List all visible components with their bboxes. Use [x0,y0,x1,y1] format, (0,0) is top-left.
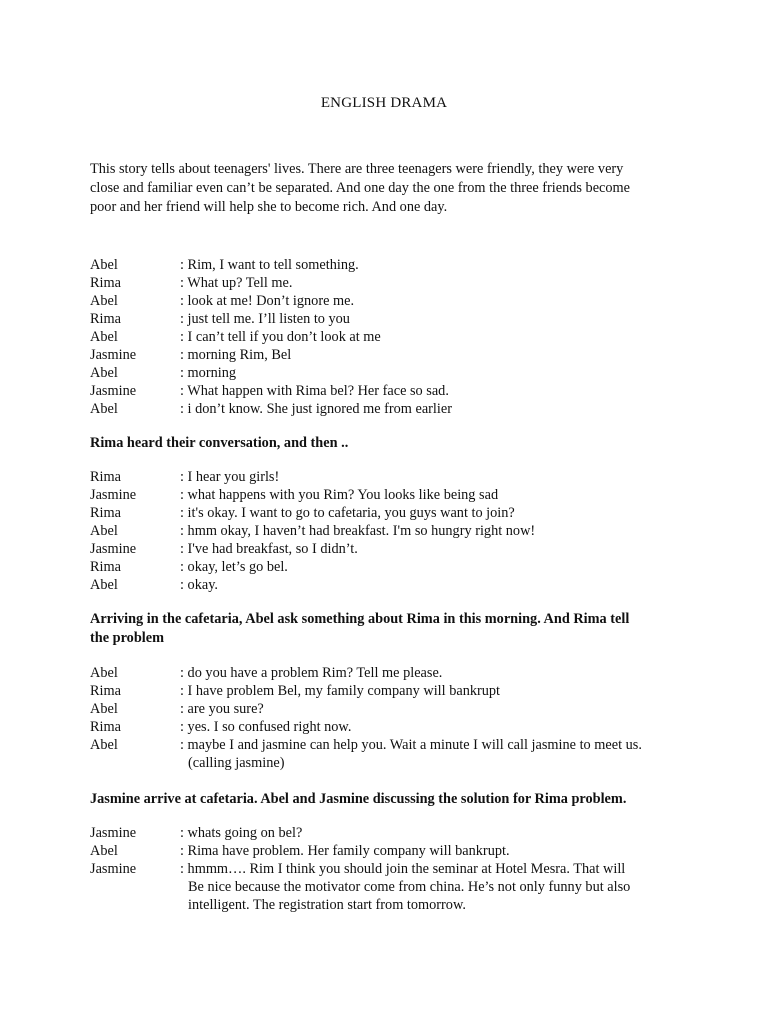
speaker-name: Rima [90,683,121,699]
dialogue-scene-1 [90,256,710,418]
speech-text: : What up? Tell me. [180,275,293,291]
dialogue-line [90,718,710,736]
dialogue-line [90,558,710,576]
intro-paragraph [90,160,690,217]
dialogue-line [90,310,710,328]
speaker-name: Jasmine [90,541,137,557]
dialogue-line [90,664,710,682]
speech-text: : do you have a problem Rim? Tell me please. [180,665,443,681]
dialogue-scene-4 [90,824,710,914]
dialogue-line [90,364,710,382]
speech-text: : yes. I so confused right now. [180,719,352,735]
dialogue-line [90,328,710,346]
scene-heading-1 [90,434,690,453]
speech-text: : what happens with you Rim? You looks like being sad [180,487,499,503]
speaker-name: Abel [90,257,118,273]
dialogue-line [90,842,710,860]
dialogue-scene-2 [90,468,710,594]
speech-text: : I hear you girls! [180,469,280,485]
speaker-name: Abel [90,401,118,417]
dialogue-line [90,522,710,540]
dialogue-line [90,736,710,754]
dialogue-continuation: Be nice because the motivator come from china. He’s not only funny but also [188,879,631,895]
dialogue-line [90,486,710,504]
speech-text: : okay, let’s go bel. [180,559,288,575]
dialogue-line [90,700,710,718]
speech-text: : morning Rim, Bel [180,347,292,363]
dialogue-continuation: (calling jasmine) [188,755,285,771]
speaker-name: Rima [90,469,121,485]
dialogue-scene-3 [90,664,710,772]
scene-heading-3 [90,790,690,809]
speaker-name: Abel [90,577,118,593]
speech-text: : I've had breakfast, so I didn’t. [180,541,358,557]
speaker-name: Rima [90,275,121,291]
dialogue-continuation: intelligent. The registration start from tomorrow. [188,897,466,913]
scene-heading-2 [90,610,690,648]
speech-text: : just tell me. I’ll listen to you [180,311,350,327]
speech-text: : okay. [180,577,218,593]
dialogue-line [90,292,710,310]
scene-heading-line: Arriving in the cafetaria, Abel ask something about Rima in this morning. And Rima tell [90,611,630,627]
speech-text: : i don’t know. She just ignored me from earlier [180,401,452,417]
speech-text: : I have problem Bel, my family company will bankrupt [180,683,501,699]
speaker-name: Jasmine [90,347,137,363]
speech-text: : maybe I and jasmine can help you. Wait a minute I will call jasmine to meet us. [180,737,642,753]
speaker-name: Abel [90,737,118,753]
dialogue-line [90,346,710,364]
speaker-name: Abel [90,523,118,539]
speaker-name: Abel [90,843,118,859]
dialogue-line [90,382,710,400]
speech-text: : look at me! Don’t ignore me. [180,293,355,309]
speaker-name: Rima [90,559,121,575]
dialogue-line [90,754,710,772]
speaker-name: Rima [90,505,121,521]
speech-text: : hmm okay, I haven’t had breakfast. I'm so hungry right now! [180,523,536,539]
dialogue-line [90,540,710,558]
speaker-name: Jasmine [90,383,137,399]
speaker-name: Jasmine [90,861,137,877]
dialogue-line [90,878,710,896]
speech-text: : it's okay. I want to go to cafetaria, you guys want to join? [180,505,515,521]
speaker-name: Abel [90,365,118,381]
speaker-name: Abel [90,665,118,681]
document-title: ENGLISH DRAMA [320,95,448,111]
speech-text: : hmmm…. Rim I think you should join the seminar at Hotel Mesra. That will [180,861,626,877]
speaker-name: Abel [90,701,118,717]
dialogue-line [90,682,710,700]
speaker-name: Abel [90,329,118,345]
dialogue-line [90,468,710,486]
intro-line: close and familiar even can’t be separated. And one day the one from the three friends become [90,180,631,196]
speech-text: : Rima have problem. Her family company will bankrupt. [180,843,510,859]
dialogue-line [90,576,710,594]
intro-line: This story tells about teenagers' lives. There are three teenagers were friendly, they were very [90,161,624,177]
scene-heading-line: the problem [90,630,164,646]
speech-text: : morning [180,365,236,381]
speech-text: : What happen with Rima bel? Her face so sad. [180,383,449,399]
dialogue-line [90,896,710,914]
speaker-name: Rima [90,311,121,327]
speaker-name: Jasmine [90,487,137,503]
dialogue-line [90,400,710,418]
dialogue-line [90,504,710,522]
speech-text: : I can’t tell if you don’t look at me [180,329,381,345]
speech-text: : whats going on bel? [180,825,303,841]
dialogue-line [90,824,710,842]
speaker-name: Jasmine [90,825,137,841]
dialogue-line [90,256,710,274]
dialogue-line [90,274,710,292]
dialogue-line [90,860,710,878]
speaker-name: Rima [90,719,121,735]
intro-line: poor and her friend will help she to become rich. And one day. [90,199,448,215]
scene-heading-line: Rima heard their conversation, and then .. [90,435,349,451]
speech-text: : are you sure? [180,701,264,717]
speaker-name: Abel [90,293,118,309]
scene-heading-line: Jasmine arrive at cafetaria. Abel and Jasmine discussing the solution for Rima problem. [90,791,627,807]
speech-text: : Rim, I want to tell something. [180,257,359,273]
